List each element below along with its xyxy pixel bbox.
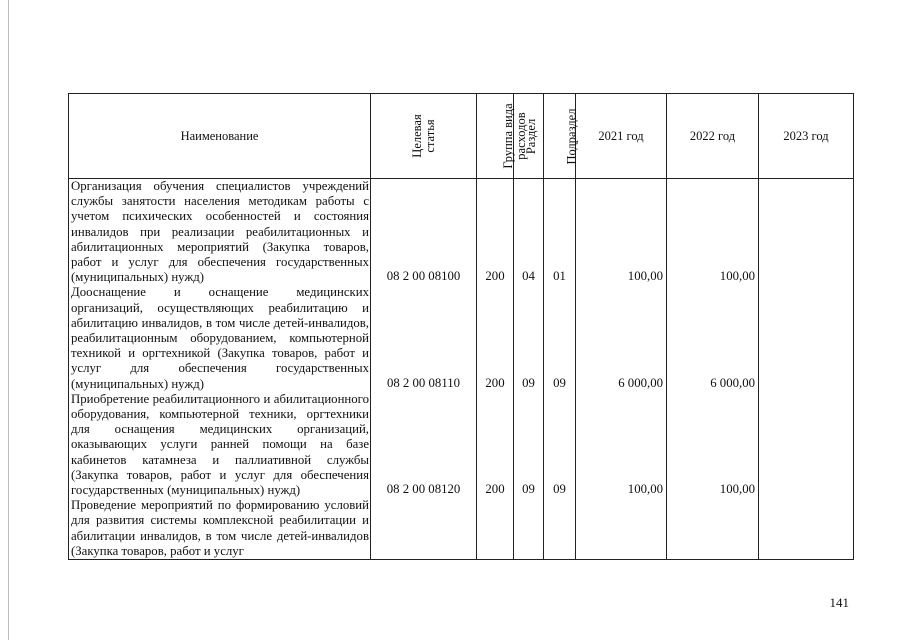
table-row [69,392,854,498]
row-name: Дооснащение и оснащение медицинских организаций, осуществляющих реабилитацию и абилитацию инвалидов, в том числе детей-инвалидов, реабилитационным оборудованием, компьютерной техникой и оргтехникой (Закупка товаров, работ и услуг для обеспечения государственных (муниципальных) нужд) [69,285,371,391]
header-target-article: Целевая статья [371,94,477,179]
row-article [371,498,477,559]
row-2022: 100,00 [667,179,759,286]
row-2021 [576,498,667,559]
row-name: Проведение мероприятий по формированию условий для развития системы комплексной реабилитации и абилитации инвалидов, в том числе детей-инвалидов (Закупка товаров, работ и услуг [69,498,371,559]
row-section: 09 [514,285,544,391]
header-2023: 2023 год [759,94,854,179]
row-article: 08 2 00 08120 [371,392,477,498]
row-2022 [667,498,759,559]
table-row [69,179,854,286]
row-group: 200 [477,285,514,391]
header-section: Раздел [514,94,544,179]
row-subsection [544,498,576,559]
header-expense-group: Группа вида расходов [477,94,514,179]
page-number: 141 [829,595,849,610]
row-name: Организация обучения специалистов учреждений службы занятости населения методикам работы с учетом психических особенностей и состояния инвалидов при реализации реабилитационных и абилитационных мероприятий (Закупка товаров, работ и услуг для обеспечения государственных (муниципальных) нужд) [69,179,371,286]
row-2023 [759,285,854,391]
row-group: 200 [477,392,514,498]
row-2021: 100,00 [576,392,667,498]
table-row [69,285,854,391]
row-subsection: 01 [544,179,576,286]
row-subsection: 09 [544,285,576,391]
row-2023 [759,392,854,498]
row-group [477,498,514,559]
table-header-row [69,94,854,179]
page-margin-line [8,0,9,640]
row-2022: 100,00 [667,392,759,498]
row-2021: 100,00 [576,179,667,286]
header-subsection: Подраздел [544,94,576,179]
row-group: 200 [477,179,514,286]
header-2021: 2021 год [576,94,667,179]
row-subsection: 09 [544,392,576,498]
table-row [69,498,854,559]
row-2022: 6 000,00 [667,285,759,391]
row-2023 [759,498,854,559]
header-name: Наименование [69,94,371,179]
row-2021: 6 000,00 [576,285,667,391]
row-name: Приобретение реабилитационного и абилитационного оборудования, компьютерной техники, оргтехники для оснащения медицинских организаций, оказывающих услуги ранней помощи на базе кабинетов катамнеза и паллиативной службы (Закупка товаров, работ и услуг для обеспечения государственных (муниципальных) нужд) [69,392,371,498]
row-2023 [759,179,854,286]
row-section: 04 [514,179,544,286]
row-article: 08 2 00 08110 [371,285,477,391]
row-section [514,498,544,559]
budget-table-grid [68,93,854,560]
row-section: 09 [514,392,544,498]
row-article: 08 2 00 08100 [371,179,477,286]
header-2022: 2022 год [667,94,759,179]
budget-table [68,93,853,560]
